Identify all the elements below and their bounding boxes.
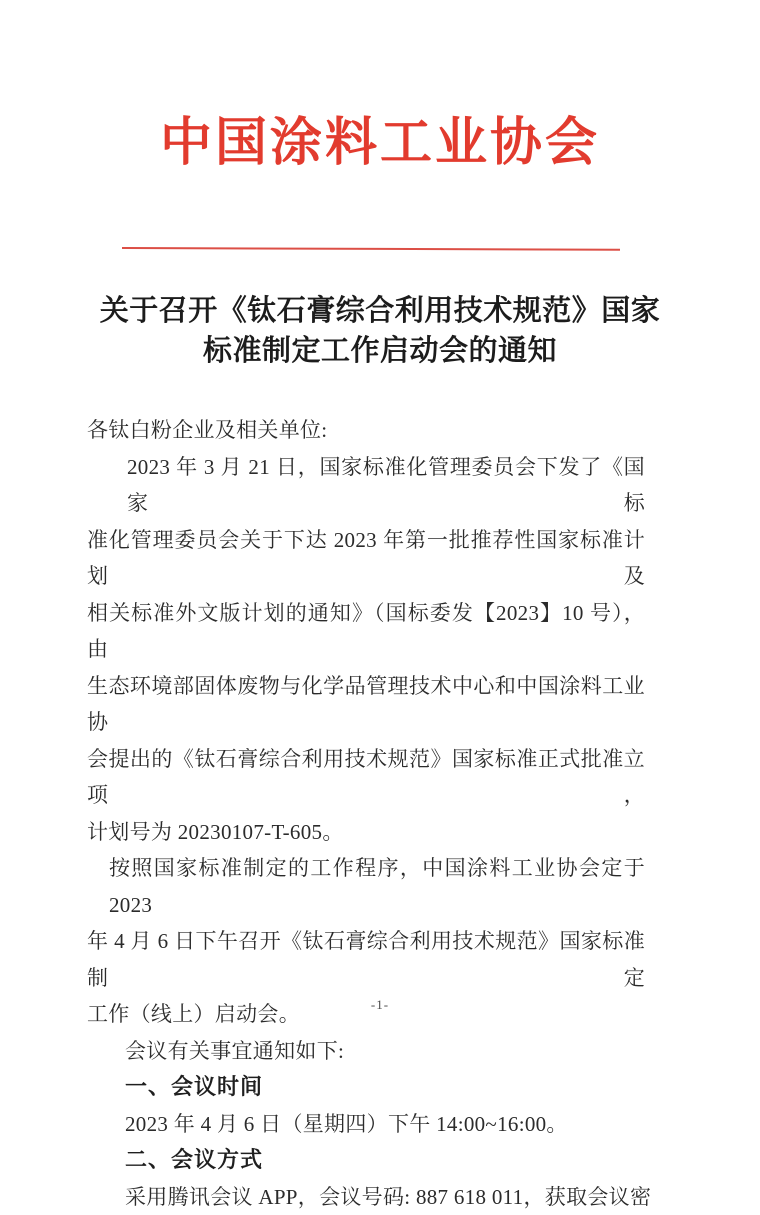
section-heading-meeting-method: 二、会议方式: [87, 1142, 645, 1179]
body-line: 会议有关事宜通知如下:: [87, 1033, 645, 1070]
document-title-line2: 标准制定工作启动会的通知: [0, 331, 760, 371]
section-heading-meeting-time: 一、会议时间: [87, 1069, 645, 1106]
meeting-time-line: 2023 年 4 月 6 日（星期四）下午 14:00~16:00。: [87, 1106, 645, 1143]
document-title-line1: 关于召开《钛石膏综合利用技术规范》国家: [0, 291, 760, 331]
document-title: [0, 291, 760, 371]
salutation-line: 各钛白粉企业及相关单位:: [87, 412, 645, 449]
letterhead-divider-line: [122, 247, 620, 251]
body-line: 准化管理委员会关于下达 2023 年第一批推荐性国家标准计划及: [87, 522, 645, 595]
meeting-method-line: 采用腾讯会议 APP，会议号码: 887 618 011，获取会议密: [87, 1179, 645, 1215]
document-body: [87, 412, 645, 1215]
body-line: 年 4 月 6 日下午召开《钛石膏综合利用技术规范》国家标准制定: [87, 923, 645, 996]
body-line: 工作（线上）启动会。: [87, 996, 645, 1033]
body-line: 会提出的《钛石膏综合利用技术规范》国家标准正式批准立项，: [87, 741, 645, 814]
body-line: 按照国家标准制定的工作程序，中国涂料工业协会定于2023: [87, 850, 645, 923]
body-line: 计划号为 20230107-T-605。: [87, 814, 645, 851]
body-line: 2023 年 3 月 21 日，国家标准化管理委员会下发了《国家标: [87, 449, 645, 522]
body-line: 相关标准外文版计划的通知》（国标委发【2023】10 号），由: [87, 595, 645, 668]
page-number: -1-: [0, 997, 760, 1013]
letterhead-org-name: 中国涂料工业协会: [0, 100, 760, 175]
body-line: 生态环境部固体废物与化学品管理技术中心和中国涂料工业协: [87, 668, 645, 741]
